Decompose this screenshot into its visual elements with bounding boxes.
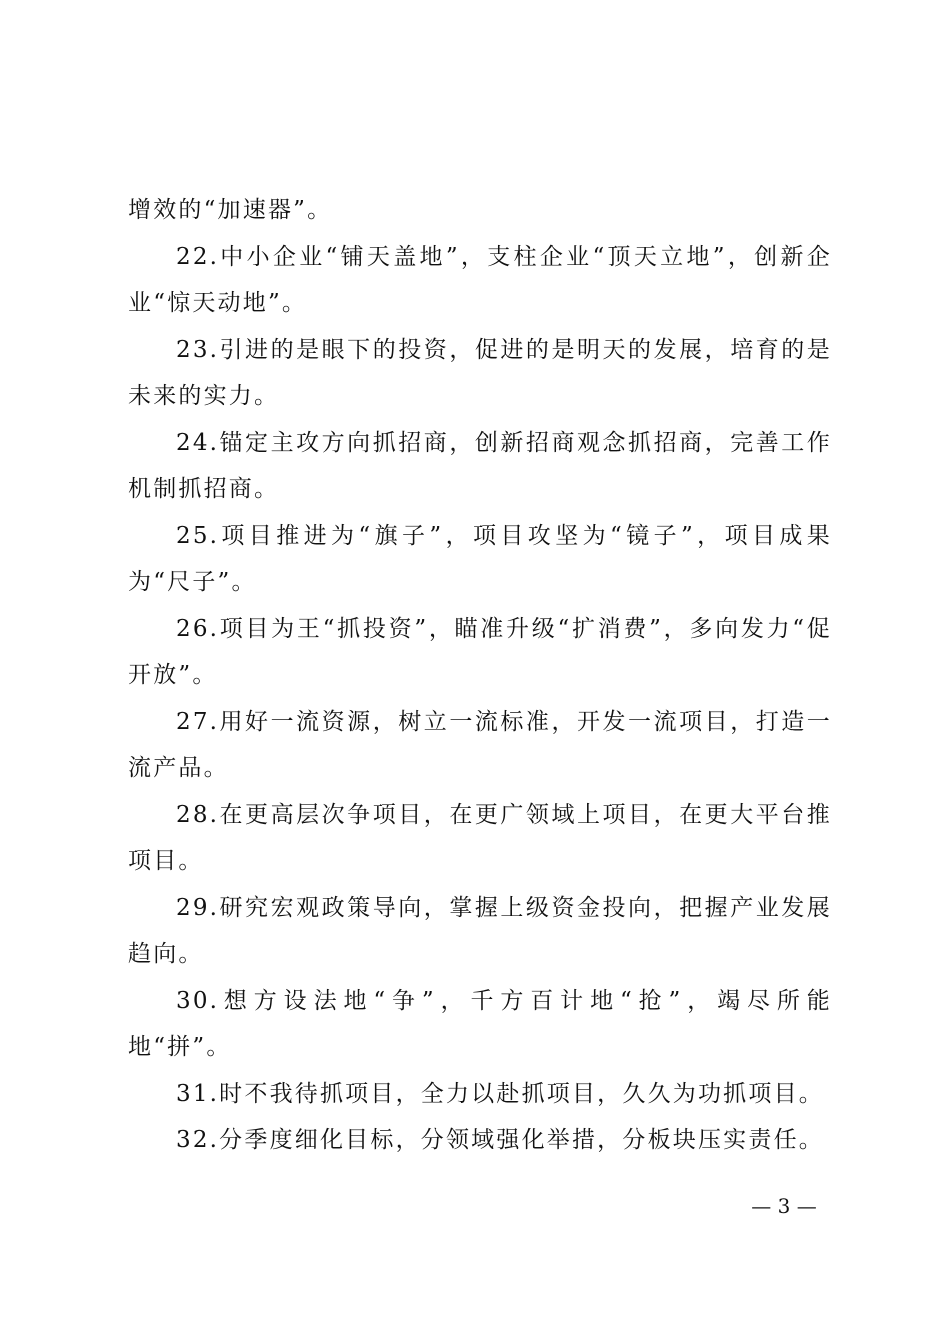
paragraph-item-22: 22.中小企业“铺天盖地”，支柱企业“顶天立地”，创新企业“惊天动地”。 (128, 243, 832, 316)
document-body (128, 187, 832, 1164)
paragraph-item-28: 28.在更高层次争项目，在更广领域上项目，在更大平台推项目。 (128, 801, 832, 874)
page-number: — 3 — (751, 1194, 817, 1218)
paragraph-item-30: 30.想方设法地“争”，千方百计地“抢”，竭尽所能地“拼”。 (128, 987, 832, 1060)
paragraph-item-29: 29.研究宏观政策导向，掌握上级资金投向，把握产业发展趋向。 (128, 894, 832, 967)
paragraph-item-31: 31.时不我待抓项目，全力以赴抓项目，久久为功抓项目。 (176, 1080, 824, 1107)
paragraph-item-26: 26.项目为王“抓投资”，瞄准升级“扩消费”，多向发力“促开放”。 (128, 615, 832, 688)
paragraph-item-25: 25.项目推进为“旗子”，项目攻坚为“镜子”，项目成果为“尺子”。 (128, 522, 832, 595)
paragraph-item-32: 32.分季度细化目标，分领域强化举措，分板块压实责任。 (176, 1127, 824, 1153)
paragraph-item-24: 24.锚定主攻方向抓招商，创新招商观念抓招商，完善工作机制抓招商。 (128, 429, 832, 502)
paragraph-item-27: 27.用好一流资源，树立一流标准，开发一流项目，打造一流产品。 (128, 708, 832, 781)
paragraph-continuation: 增效的“加速器”。 (128, 197, 333, 223)
paragraph-item-23: 23.引进的是眼下的投资，促进的是明天的发展，培育的是未来的实力。 (128, 336, 832, 409)
